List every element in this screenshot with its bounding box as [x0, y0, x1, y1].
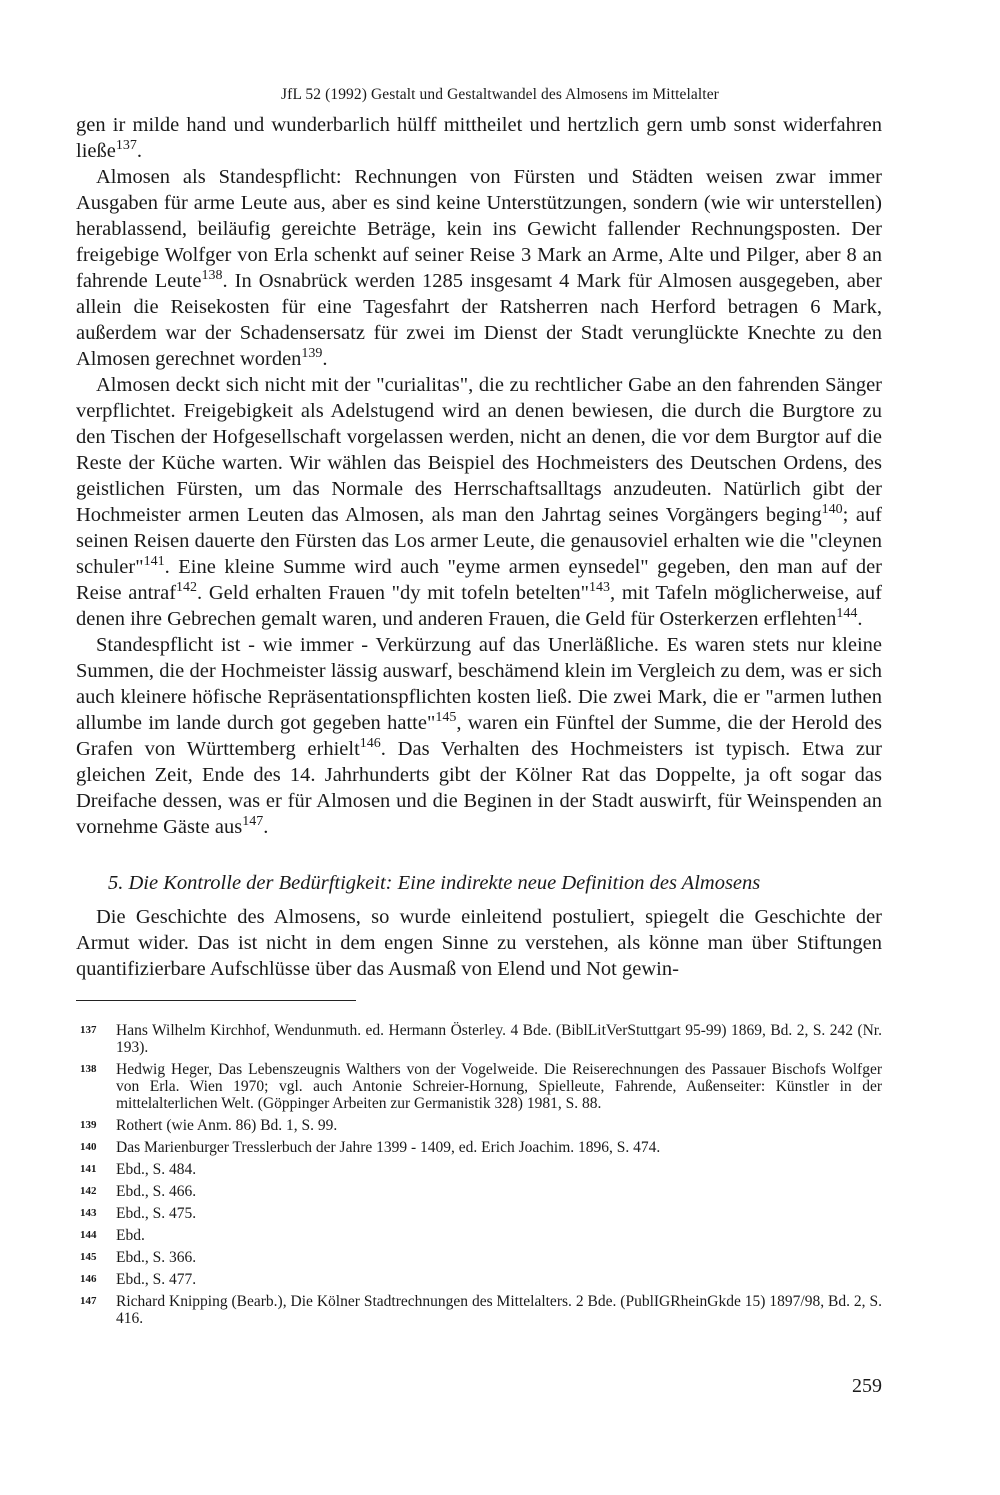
footnote-ref-139[interactable]: 139	[301, 346, 323, 362]
footnote-text: Rothert (wie Anm. 86) Bd. 1, S. 99.	[116, 1117, 338, 1134]
footnote-number: 144	[80, 1229, 97, 1241]
footnote-divider	[76, 1000, 356, 1001]
footnote-146	[76, 1271, 882, 1288]
footnote-text: Ebd., S. 484.	[116, 1161, 197, 1178]
footnote-text: Ebd., S. 475.	[116, 1205, 197, 1222]
footnote-text: Ebd.	[116, 1227, 145, 1244]
footnote-ref-140[interactable]: 140	[821, 502, 843, 518]
footnote-143	[76, 1205, 882, 1222]
page-number: 259	[852, 1375, 882, 1397]
footnote-140	[76, 1139, 882, 1156]
footnote-number: 143	[80, 1207, 97, 1219]
footnotes	[76, 1022, 882, 1332]
footnote-ref-143[interactable]: 143	[589, 580, 611, 596]
footnote-139	[76, 1117, 882, 1134]
footnote-number: 138	[80, 1063, 97, 1075]
footnote-137	[76, 1022, 882, 1056]
footnote-number: 140	[80, 1141, 97, 1153]
footnote-number: 137	[80, 1024, 97, 1036]
paragraph-2: Almosen als Standespflicht: Rechnungen von Fürsten und Städten weisen zwar immer Ausgaben für arme Leute aus, aber es sind keine Unterstützungen, sondern (wie wir unterstellen) herablassend, beiläufig gereichte Beträge, kein ins Gewicht fallender Rechnungsposten. Der freigebige Wolfger von Erla schenkt auf seiner Reise 3 Mark an Arme, Alte und Pilger, aber 8 an fahrende Leute$^{138}$. In Osnabrück werden 1285 insgesamt 4 Mark für Almosen ausgegeben, aber allein die Reisekosten für eine Tagesfahrt der Ratsherren nach Herford betragen 6 Mark, außerdem war der Schadensersatz für zwei im Dienst der Stadt verunglückte Knechte zu den Almosen gerechnet worden$^{139}$.	[76, 166, 882, 370]
section-heading: 5. Die Kontrolle der Bedürftigkeit: Eine indirekte neue Definition des Almosens	[108, 872, 761, 894]
paragraph-1: gen ir milde hand und wunderbarlich hülff mittheilet und hertzlich gern umb sonst widerfahren ließe$^{137}$.	[76, 114, 882, 162]
footnote-ref-138[interactable]: 138	[201, 268, 223, 284]
footnote-138	[76, 1061, 882, 1112]
paragraph-4: Standespflicht ist - wie immer - Verkürzung auf das Unerläßliche. Es waren stets nur kleine Summen, die der Hochmeister lässig auswarf, beschämend klein im Vergleich zu dem, was er sich auch kleinere höfische Repräsentationspflichten kosten ließ. Die zwei Mark, die er "armen luthen allumbe im lande durch got gegeben hatte"$^{145}$, waren ein Fünftel der Summe, die der Herold des Grafen von Württemberg erhielt$^{146}$. Das Verhalten des Hochmeisters ist typisch. Etwa zur gleichen Zeit, Ende des 14. Jahrhunderts gibt der Kölner Rat das Doppelte, ja oft sogar das Dreifache dessen, was er für Almosen und die Beginen in der Stadt auswirft, für Weinspenden an vornehme Gäste aus$^{147}$.	[76, 634, 882, 838]
footnote-number: 139	[80, 1119, 97, 1131]
footnote-147	[76, 1293, 882, 1327]
footnote-144	[76, 1227, 882, 1244]
footnote-number: 145	[80, 1251, 97, 1263]
footnote-number: 146	[80, 1273, 97, 1285]
footnote-ref-141[interactable]: 141	[143, 554, 165, 570]
footnote-number: 147	[80, 1295, 97, 1307]
footnote-text: Ebd., S. 366.	[116, 1249, 197, 1266]
footnote-text: Das Marienburger Tresslerbuch der Jahre 1399 - 1409, ed. Erich Joachim. 1896, S. 474.	[116, 1139, 661, 1156]
footnote-145	[76, 1249, 882, 1266]
paragraph-5: Die Geschichte des Almosens, so wurde einleitend postuliert, spiegelt die Geschichte der Armut wider. Das ist nicht in dem engen Sinne zu verstehen, als könne man über Stiftungen quantifizierbare Aufschlüsse über das Ausmaß von Elend und Not gewin-	[76, 906, 882, 980]
footnote-ref-146[interactable]: 146	[359, 736, 381, 752]
footnote-ref-137[interactable]: 137	[115, 138, 137, 154]
footnote-ref-144[interactable]: 144	[836, 606, 858, 622]
footnote-text: Hedwig Heger, Das Lebenszeugnis Walthers von der Vogelweide. Die Reiserechnungen des Passauer Bischofs Wolfger von Erla. Wien 1970; vgl. auch Antonie Schreier-Hornung, Spielleute, Fahrende, Außenseiter: Künstler in der mittelalterlichen Welt. (Göppinger Arbeiten zur Germanistik 328) 1981, S. 88.	[116, 1061, 882, 1112]
footnote-ref-142[interactable]: 142	[176, 580, 198, 596]
paragraph-3: Almosen deckt sich nicht mit der "curialitas", die zu rechtlicher Gabe an den fahrenden Sänger verpflichtet. Freigebigkeit als Adelstugend wird an denen bewiesen, die durch die Burgtore zu den Tischen der Hofgesellschaft vorgelassen werden, nicht an denen, die vor dem Burgtor auf die Reste der Küche warten. Wir wählen das Beispiel des Hochmeisters des Deutschen Ordens, des geistlichen Fürsten, um das Normale des Herrschaftsalltags anzudeuten. Natürlich gibt der Hochmeister armen Leuten das Almosen, als man den Jahrtag seines Vorgängers beging$^{140}$; auf seinen Reisen dauerte den Fürsten das Los armer Leute, die genausoviel erhalten wie die "cleynen schuler"$^{141}$. Eine kleine Summe wird auch "eyme armen eynsedel" gegeben, den man auf der Reise antraf$^{142}$. Geld erhalten Frauen "dy mit tofeln betelten"$^{143}$, mit Tafeln möglicherweise, auf denen ihre Gebrechen gemalt waren, und anderen Frauen, die Geld für Osterkerzen erflehten$^{144}$.	[76, 374, 883, 630]
footnote-text: Ebd., S. 477.	[116, 1271, 197, 1288]
footnote-142	[76, 1183, 882, 1200]
footnote-number: 142	[80, 1185, 97, 1197]
running-head: JfL 52 (1992) Gestalt und Gestaltwandel des Almosens im Mittelalter	[281, 86, 719, 103]
footnote-text: Ebd., S. 466.	[116, 1183, 197, 1200]
body-text	[76, 112, 882, 982]
footnote-text: Hans Wilhelm Kirchhof, Wendunmuth. ed. Hermann Österley. 4 Bde. (BiblLitVerStuttgart 95-99) 1869, Bd. 2, S. 242 (Nr. 193).	[116, 1022, 882, 1056]
footnote-number: 141	[80, 1163, 97, 1175]
footnote-ref-147[interactable]: 147	[242, 814, 264, 830]
footnote-ref-145[interactable]: 145	[435, 710, 457, 726]
footnote-text: Richard Knipping (Bearb.), Die Kölner Stadtrechnungen des Mittelalters. 2 Bde. (PublIGRheinGkde 15) 1897/98, Bd. 2, S. 416.	[116, 1293, 882, 1327]
footnote-141	[76, 1161, 882, 1178]
